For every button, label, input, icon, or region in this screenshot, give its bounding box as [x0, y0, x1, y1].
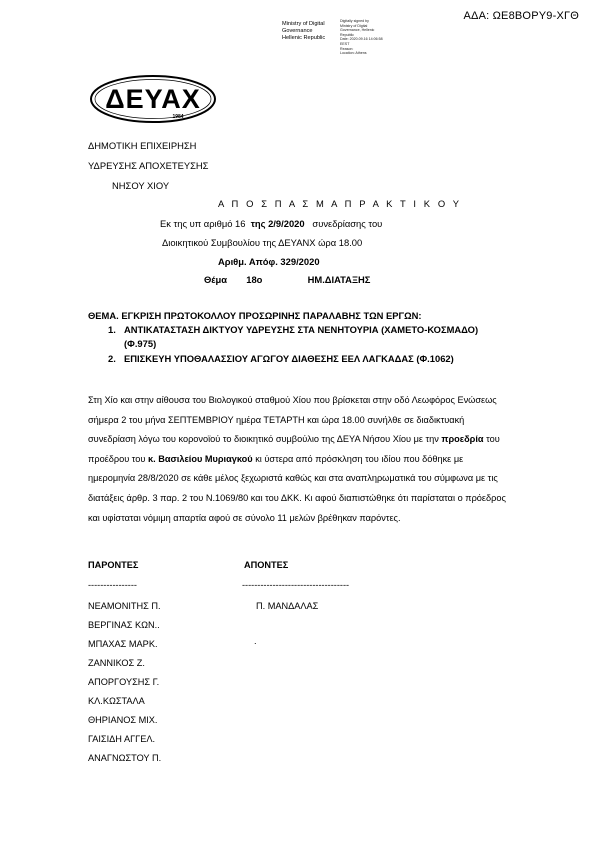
theme-item [108, 323, 508, 351]
present-member: ΒΕΡΓΙΝΑΣ ΚΩΝ.. [88, 620, 160, 630]
absent-member: . [254, 636, 257, 646]
signature-detail-line: Reason: [340, 46, 354, 51]
signature-detail-line: Governance, Hellenic [340, 28, 375, 33]
session-number: Εκ της υπ αριθμό 16 [160, 218, 246, 229]
org-name-line3: ΝΗΣΟΥ ΧΙΟΥ [112, 180, 170, 191]
absent-rule: ----------------------------------- [242, 580, 350, 590]
present-member: ΖΑΝΝΙΚΟΣ Ζ. [88, 658, 145, 668]
session-line [160, 218, 382, 229]
org-name-line1: ΔΗΜΟΤΙΚΗ ΕΠΙΧΕΙΡΗΣΗ [88, 140, 197, 151]
signature-issuer [282, 21, 325, 42]
signature-issuer-line: Ministry of Digital [282, 21, 325, 27]
present-member: ΜΠΑΧΑΣ ΜΑΡΚ. [88, 639, 158, 649]
present-member: ΑΝΑΓΝΩΣΤΟΥ Π. [88, 753, 162, 763]
decision-number: Αριθμ. Απόφ. 329/2020 [218, 256, 320, 267]
present-member: ΝΕΑΜΟΝΙΤΗΣ Π. [88, 601, 161, 611]
paragraph-text: κι ύστερα από πρόσκληση του ιδίου που δόθηκε με ημερομηνία 28/8/2020 σε κάθε μέλος ξεχωριστά καθώς και στα αναπληρωματικά του σύμφωνα με τις διατάξεις άρθρ. 3 παρ. 2 του Ν.1069/80 και του ΔΚΚ. Κι αφού διαπιστώθηκε ότι παρίσταται ο πρόεδρος και υφίσταται νόμιμη απαρτία αφού σε σύνολο 11 μελών βρέθηκαν παρόντες. [88, 453, 506, 523]
session-date: της 2/9/2020 [250, 218, 305, 229]
present-member: ΓΑΙΣΙΔΗ ΑΓΓΕΛ. [88, 734, 156, 744]
signature-detail-line: Republic [340, 32, 354, 37]
signature-detail-line: Location: Athens [340, 51, 367, 56]
present-member: ΚΛ.ΚΩΣΤΑΛΑ [88, 696, 145, 706]
present-heading: ΠΑΡΟΝΤΕΣ [88, 560, 139, 570]
present-member: ΘΗΡΙΑΝΟΣ ΜΙΧ. [88, 715, 158, 725]
ada-code: ΑΔΑ: ΩΕ8ΒΟΡΥ9-ΧΓΘ [463, 10, 579, 22]
theme-item-number: 2. [108, 353, 116, 364]
signature-detail-line: Date: 2020.09.16 14:06:58 [340, 37, 383, 42]
present-rule: ---------------- [88, 580, 137, 590]
absent-heading: ΑΠΟΝΤΕΣ [244, 560, 289, 570]
signature-details [340, 19, 383, 56]
theme-item [108, 352, 508, 380]
theme-item-number: 1. [108, 324, 116, 335]
theme-item-text: ΕΠΙΣΚΕΥΗ ΥΠΟΘΑΛΑΣΣΙΟΥ ΑΓΩΓΟΥ ΔΙΑΘΕΣΗΣ ΕΕΛ ΛΑΓΚΑΔΑΣ (Φ.1062) [124, 353, 454, 364]
paragraph-text: του προέδρου του [88, 434, 500, 464]
logo-year: 1984 [172, 114, 184, 120]
paragraph-bold-presidency: προεδρία [441, 434, 484, 445]
signature-detail-line: EEST [340, 41, 350, 46]
paragraph-bold-president-name: κ. Βασιλείου Μυριαγκού [147, 453, 253, 464]
topic-number: 18ο [246, 274, 263, 285]
theme-heading: ΘΕΜΑ. ΕΓΚΡΙΣΗ ΠΡΩΤΟΚΟΛΛΟΥ ΠΡΟΣΩΡΙΝΗΣ ΠΑΡΑΛΑΒΗΣ ΤΩΝ ΕΡΓΩΝ: [88, 310, 422, 321]
org-name-line2: ΥΔΡΕΥΣΗΣ ΑΠΟΧΕΤΕΥΣΗΣ [88, 160, 209, 171]
theme-item-text: ΑΝΤΙΚΑΤΑΣΤΑΣΗ ΔΙΚΤΥΟΥ ΥΔΡΕΥΣΗΣ ΣΤΑ ΝΕΝΗΤΟΥΡΙΑ (ΧΑΜΕΤΟ-ΚΟΣΜΑΔΟ) (Φ.975) [124, 324, 479, 349]
signature-issuer-line: Governance [282, 28, 313, 34]
session-suffix: συνεδρίασης του [312, 218, 383, 229]
deyax-logo [88, 74, 218, 126]
board-line: Διοικητικού Συμβουλίου της ΔΕΥΑΝΧ ώρα 18.00 [162, 237, 363, 248]
topic-line [204, 274, 370, 285]
minutes-paragraph [88, 391, 508, 528]
logo-text: ΔΕΥΑΧ [105, 84, 201, 114]
absent-member: Π. ΜΑΝΔΑΛΑΣ [256, 601, 319, 611]
present-member: ΑΠΟΡΓΟΥΣΗΣ Γ. [88, 677, 160, 687]
paragraph-text: Στη Χίο και στην αίθουσα του Βιολογικού σταθμού Χίου που βρίσκεται στην οδό Λεωφόρος Ενώσεως σήμερα 2 του μήνα ΣΕΠΤΕΜΒΡΙΟΥ ημέρα ΤΕΤΑΡΤΗ και ώρα 18.00 συνήλθε σε διαδικτυακή συνεδρίαση λόγω του κορονοϊού το διοικητικό συμβούλιο της ΔΕΥΑ Νήσου Χίου με την [88, 395, 497, 445]
signature-issuer-line: Hellenic Republic [282, 35, 326, 41]
signature-detail-line: Ministry of Digital [340, 23, 368, 28]
topic-agenda: ΗΜ.ΔΙΑΤΑΞΗΣ [307, 274, 371, 285]
signature-detail-line: Digitally signed by [340, 19, 369, 23]
topic-label: Θέμα [204, 274, 228, 285]
document-title: Α Π Ο Σ Π Α Σ Μ Α Π Ρ Α Κ Τ Ι Κ Ο Υ [218, 198, 462, 209]
